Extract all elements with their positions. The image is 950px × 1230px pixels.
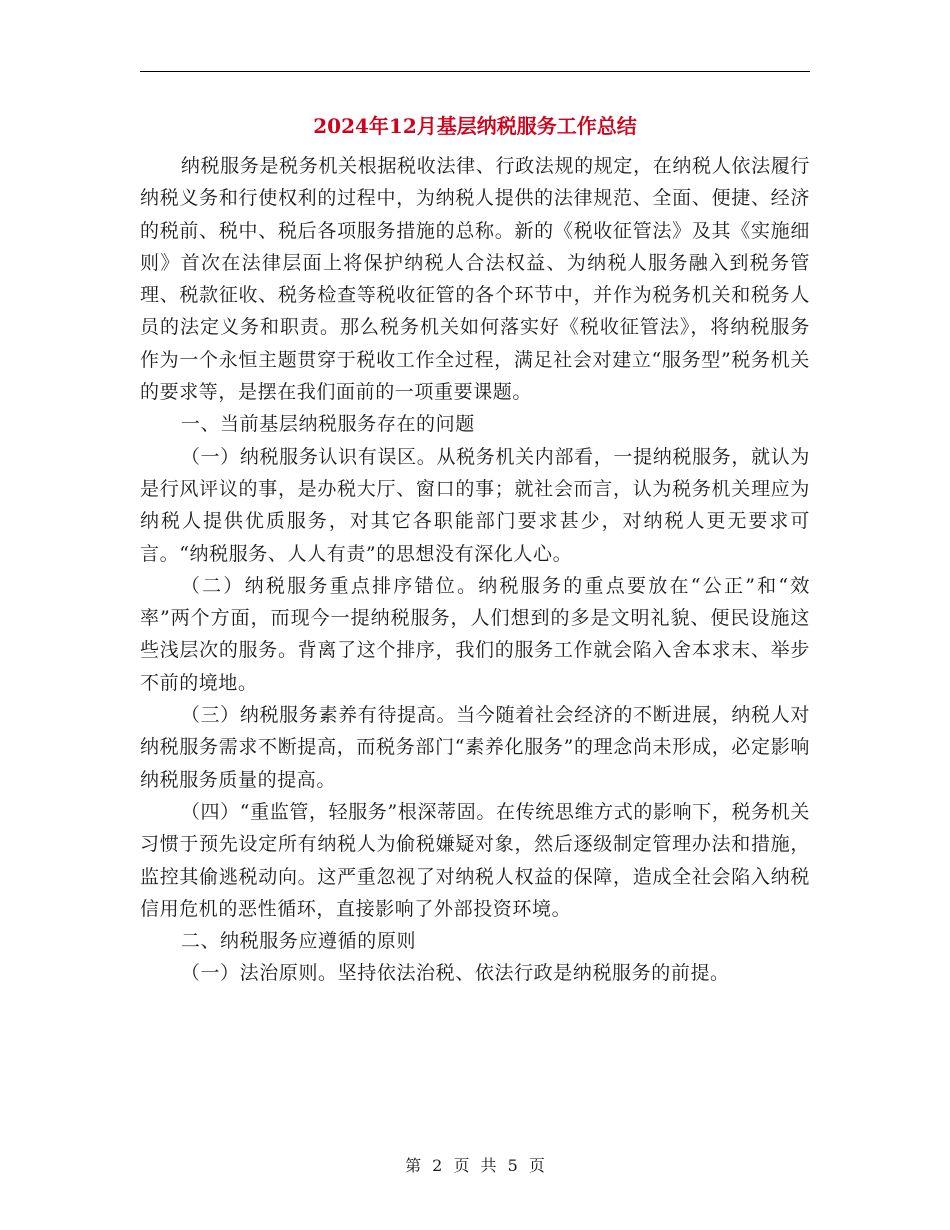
header-rule bbox=[140, 71, 810, 72]
paragraph-problem-1: （一）纳税服务认识有误区。从税务机关内部看，一提纳税服务，就认为是行风评议的事，是办税大厅、窗口的事；就社会而言，认为税务机关理应为纳税人提供优质服务，对其它各职能部门要求甚少，对纳税人更无要求可言。“纳税服务、人人有责”的思想没有深化人心。 bbox=[140, 445, 810, 565]
paragraph-principle-1: （一）法治原则。坚持依法治税、依法行政是纳税服务的前提。 bbox=[180, 962, 730, 985]
paragraph-problem-2: （二）纳税服务重点排序错位。纳税服务的重点要放在“公正”和“效率”两个方面，而现今一提纳税服务，人们想到的多是文明礼貌、便民设施这些浅层次的服务。背离了这个排序，我们的服务工作就会陷入舍本求末、举步不前的境地。 bbox=[140, 574, 810, 694]
section-heading-principles: 二、纳税服务应遵循的原则 bbox=[180, 930, 417, 953]
section-heading-problems: 一、当前基层纳税服务存在的问题 bbox=[180, 413, 475, 436]
document-body bbox=[140, 150, 810, 990]
paragraph-intro: 纳税服务是税务机关根据税收法律、行政法规的规定，在纳税人依法履行纳税义务和行使权利的过程中，为纳税人提供的法律规范、全面、便捷、经济的税前、税中、税后各项服务措施的总称。新的《税收征管法》及其《实施细则》首次在法律层面上将保护纳税人合法权益、为纳税人服务融入到税务管理、税款征收、税务检查等税收征管的各个环节中，并作为税务机关和税务人员的法定义务和职责。那么税务机关如何落实好《税收征管法》，将纳税服务作为一个永恒主题贯穿于税收工作全过程，满足社会对建立“服务型”税务机关的要求等，是摆在我们面前的一项重要课题。 bbox=[140, 155, 810, 404]
page-number: 第 2 页 共 5 页 bbox=[405, 1156, 545, 1175]
paragraph-problem-3: （三）纳税服务素养有待提高。当今随着社会经济的不断进展，纳税人对纳税服务需求不断提高，而税务部门“素养化服务”的理念尚未形成，必定影响纳税服务质量的提高。 bbox=[140, 704, 810, 791]
document-title: 2024年12月基层纳税服务工作总结 bbox=[313, 114, 637, 138]
paragraph-problem-4: （四）“重监管，轻服务”根深蒂固。在传统思维方式的影响下，税务机关习惯于预先设定所有纳税人为偷税嫌疑对象，然后逐级制定管理办法和措施，监控其偷逃税动向。这严重忽视了对纳税人权益的保障，造成全社会陷入纳税信用危机的恶性循环，直接影响了外部投资环境。 bbox=[140, 800, 810, 920]
